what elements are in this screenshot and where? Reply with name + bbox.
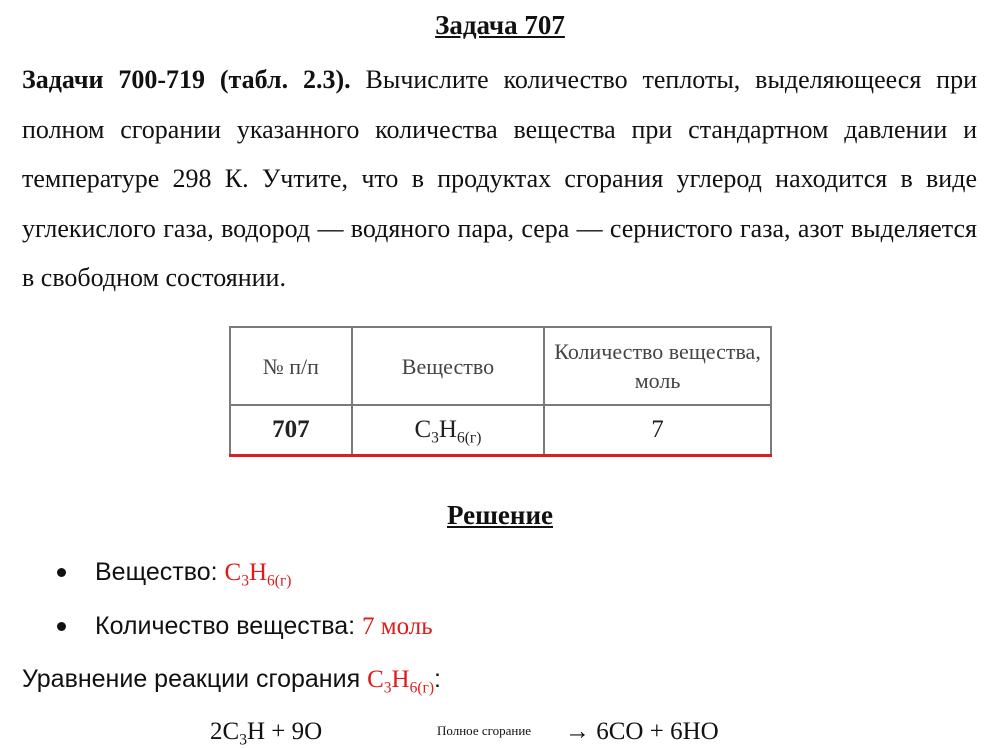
list-item xyxy=(55,545,433,599)
table-header-number: № п/п xyxy=(230,327,352,405)
table-cell-substance: $C_3H_{6(г)}$ xyxy=(352,405,544,456)
task-title: Задача 707 xyxy=(435,10,565,40)
reaction-left-side: $2C_3H + 9O$ xyxy=(210,718,323,748)
list-item xyxy=(55,599,433,653)
reaction-right-side: → 6CO + 6HO xyxy=(565,718,719,745)
solution-bullets xyxy=(55,545,433,653)
table-cell-number: 707 xyxy=(230,405,352,456)
equation-label: Уравнение реакции сгорания $C_3H_{6(г)}$: xyxy=(22,665,441,697)
substance-value: $C_3H_{6(г)}$ xyxy=(224,559,292,590)
bullet-icon xyxy=(57,568,66,577)
table-row xyxy=(230,405,771,456)
table-header-row xyxy=(230,327,771,405)
arrow-condition-note: Полное сгорание xyxy=(437,723,532,738)
amount-value: 7 моль xyxy=(362,613,433,640)
bullet-icon xyxy=(57,622,66,631)
amount-label: Количество вещества: xyxy=(95,612,363,640)
task-text: Вычислите количество теплоты, выделяющееся при полном сгорании указанного количества вещества при стандартном давлении и температуре 298 К. Учтите, что в продуктах сгорания углерод находится в виде углекислого газа, водород — водяного пара, сера — сернистого газа, азот выделяется в свободном состоянии. xyxy=(22,65,977,292)
task-statement xyxy=(22,55,977,303)
task-range-label: Задачи 700-719 (табл. 2.3). xyxy=(22,65,351,94)
table-header-substance: Вещество xyxy=(352,327,544,405)
task-table xyxy=(229,326,772,457)
substance-label: Вещество: xyxy=(95,558,225,586)
solution-heading: Решение xyxy=(447,500,553,530)
equation-substance: $C_3H_{6(г)}$ xyxy=(367,666,434,697)
table-header-amount: Количество вещества, моль xyxy=(544,327,771,405)
table-cell-amount: 7 xyxy=(544,405,771,456)
